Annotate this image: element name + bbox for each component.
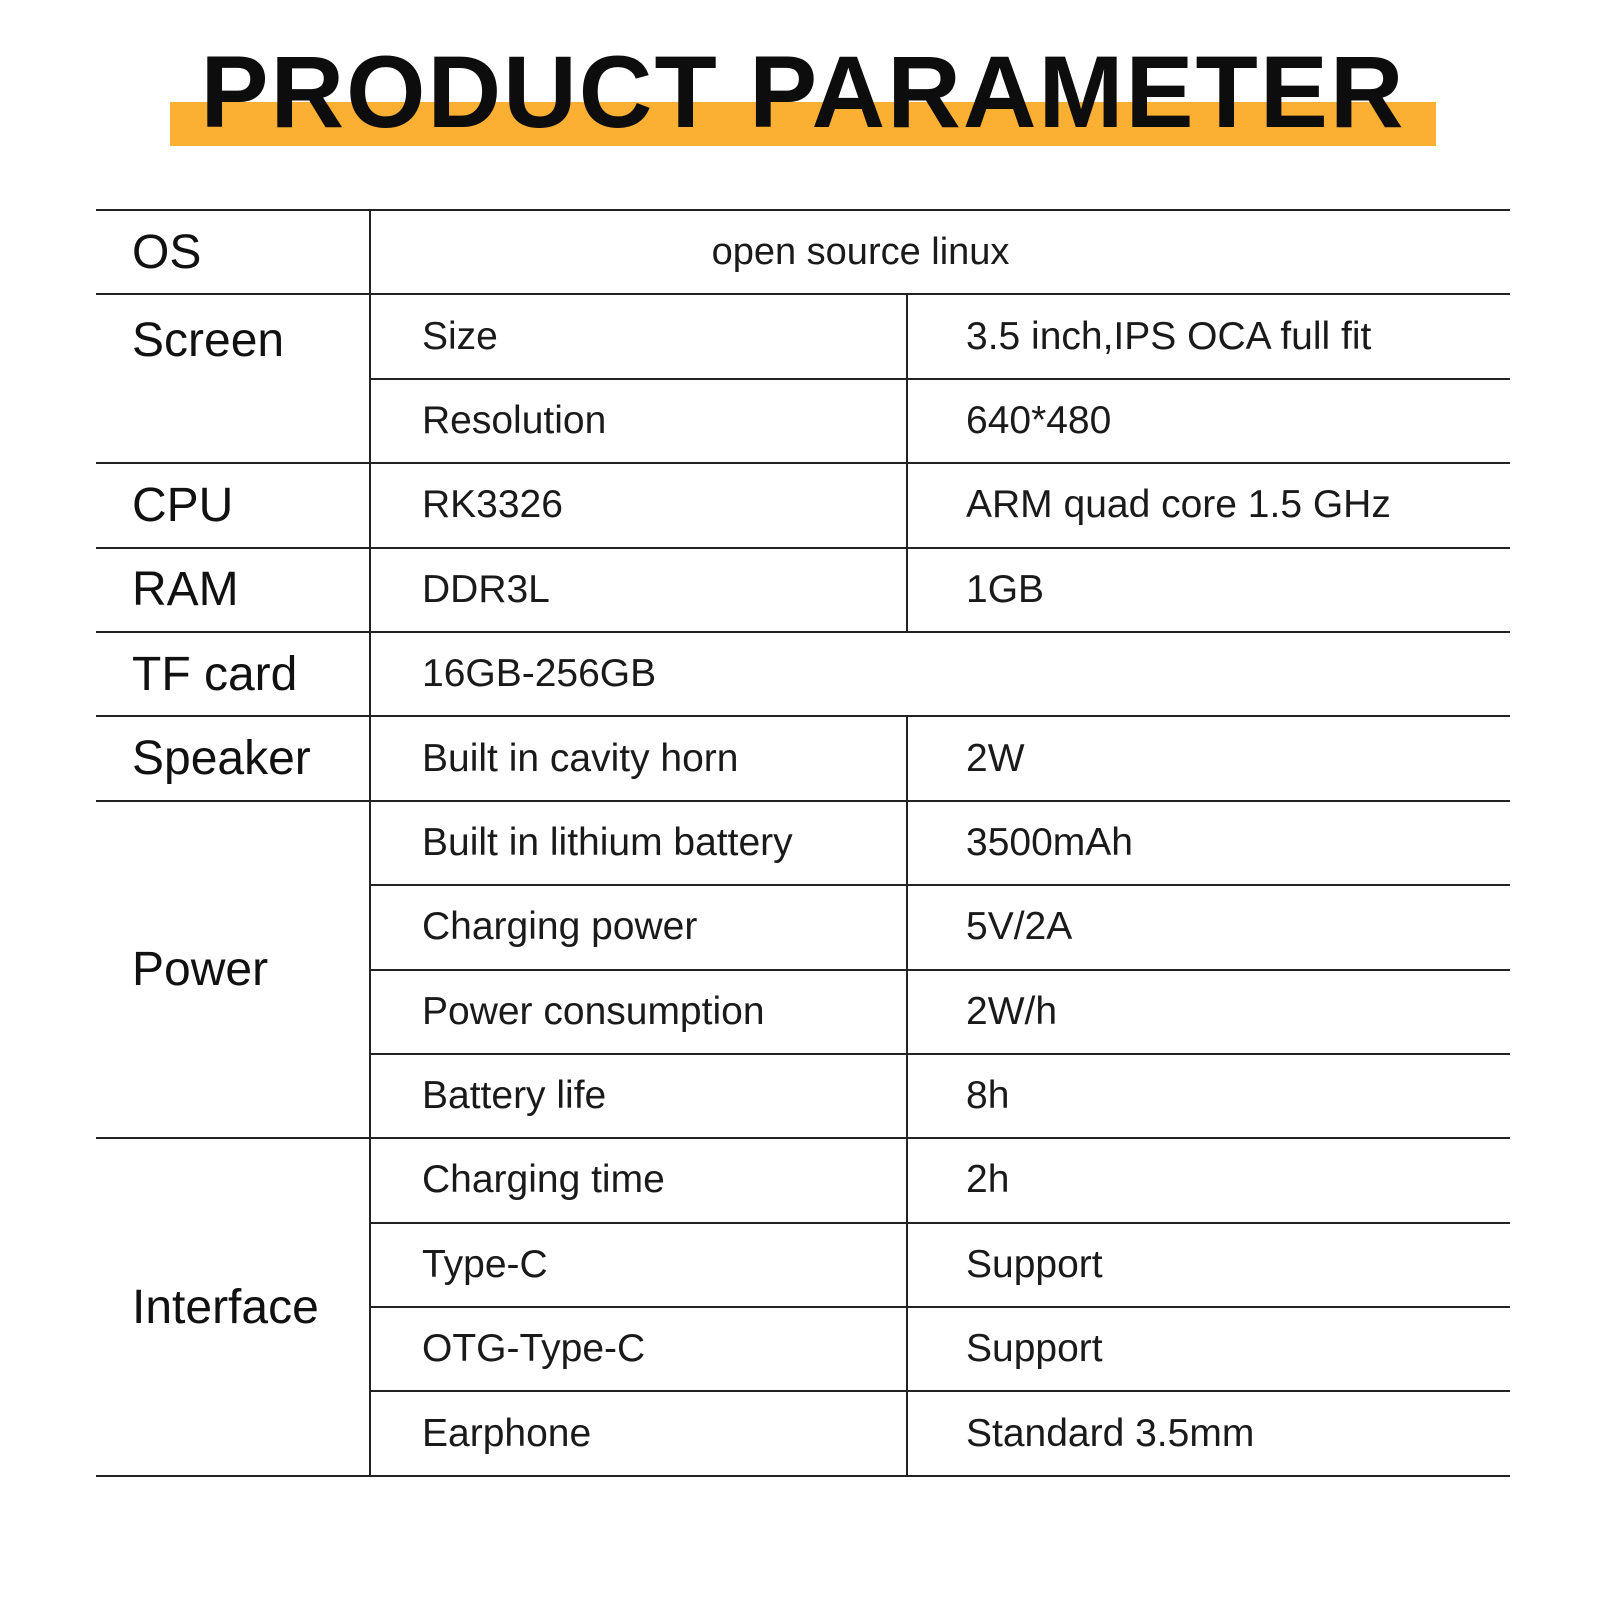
- table-row-os: [96, 210, 1510, 294]
- value-interface-charging-time: 2h: [907, 1138, 1510, 1222]
- item-interface-earphone: Earphone: [370, 1391, 907, 1475]
- value-cpu: ARM quad core 1.5 GHz: [907, 463, 1510, 547]
- item-screen-resolution: Resolution: [370, 379, 907, 463]
- value-screen-resolution: 640*480: [907, 379, 1510, 463]
- item-power-battery-life: Battery life: [370, 1054, 907, 1138]
- value-power-consumption: 2W/h: [907, 970, 1510, 1054]
- item-interface-otg: OTG-Type-C: [370, 1307, 907, 1391]
- category-os: OS: [96, 210, 370, 294]
- item-cpu: RK3326: [370, 463, 907, 547]
- page-title: PRODUCT PARAMETER: [200, 35, 1406, 149]
- category-tf-card: TF card: [96, 632, 370, 716]
- category-speaker: Speaker: [96, 716, 370, 800]
- value-speaker: 2W: [907, 716, 1510, 800]
- value-power-battery: 3500mAh: [907, 801, 1510, 885]
- value-tf-card: 16GB-256GB: [370, 632, 1510, 716]
- category-interface: Interface: [96, 1138, 370, 1476]
- category-power: Power: [96, 801, 370, 1139]
- item-screen-size: Size: [370, 294, 907, 378]
- table-row-screen-size: [96, 294, 1510, 378]
- page-header: [170, 34, 1436, 149]
- table-row-tf-card: [96, 632, 1510, 716]
- table-row-ram: [96, 548, 1510, 632]
- table-row-speaker: [96, 716, 1510, 800]
- value-power-battery-life: 8h: [907, 1054, 1510, 1138]
- category-ram: RAM: [96, 548, 370, 632]
- value-ram: 1GB: [907, 548, 1510, 632]
- item-interface-charging-time: Charging time: [370, 1138, 907, 1222]
- table-row-power-battery: [96, 801, 1510, 885]
- value-power-charging: 5V/2A: [907, 885, 1510, 969]
- item-power-consumption: Power consumption: [370, 970, 907, 1054]
- value-interface-earphone: Standard 3.5mm: [966, 1411, 1255, 1455]
- item-speaker: Built in cavity horn: [370, 716, 907, 800]
- value-interface-otg: Support: [907, 1307, 1510, 1391]
- value-os: open source linux: [370, 210, 1510, 294]
- table-row-interface-charging-time: [96, 1138, 1510, 1222]
- item-interface-type-c: Type-C: [370, 1223, 907, 1307]
- category-cpu: CPU: [96, 463, 370, 547]
- value-interface-type-c: Support: [907, 1223, 1510, 1307]
- category-screen: Screen: [96, 294, 370, 463]
- item-power-battery: Built in lithium battery: [370, 801, 907, 885]
- item-ram: DDR3L: [370, 548, 907, 632]
- table-row-cpu: [96, 463, 1510, 547]
- value-screen-size: 3.5 inch,IPS OCA full fit: [907, 294, 1510, 378]
- item-power-charging: Charging power: [370, 885, 907, 969]
- spec-table: [96, 209, 1510, 1477]
